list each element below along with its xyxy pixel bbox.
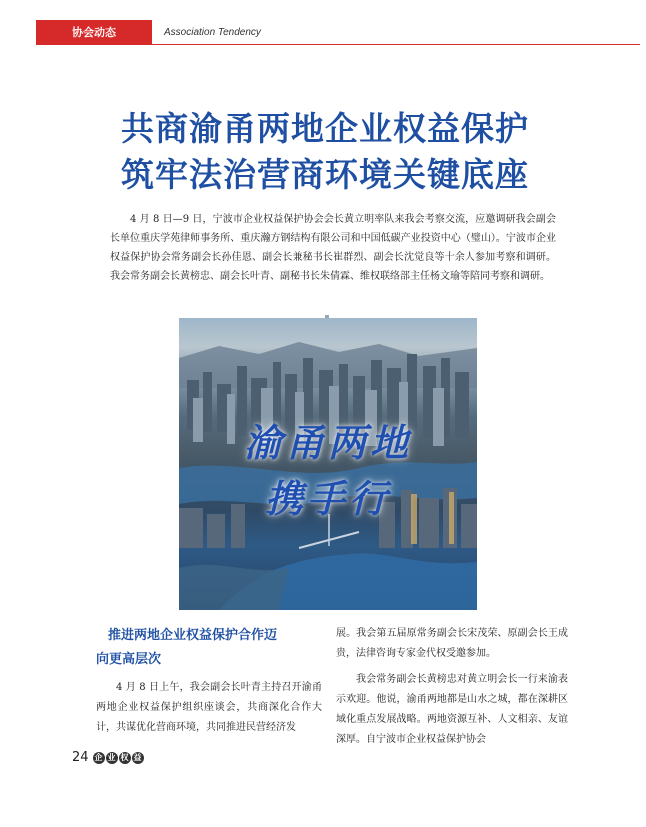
article-title-line-1: 共商渝甬两地企业权益保护 <box>121 109 529 148</box>
right-paragraph-2: 我会常务副会长黄榜忠对黄立明会长一行来渝表示欢迎。他说，渝甬两地都是山水之城，都在深耕区域化重点发展战略。两地资源互补、人文相亲、友谊深厚。自宁波市企业权益保护协会 <box>336 674 568 745</box>
right-column <box>336 624 568 750</box>
left-column <box>96 624 322 738</box>
article-title <box>60 106 590 198</box>
section-heading-line-1: 推进两地企业权益保护合作迈 <box>108 628 278 643</box>
page-number: 24 <box>72 750 89 765</box>
right-paragraph-1: 展。我会第五届原常务副会长宋茂荣、原副会长王成贵，法律咨询专家金代权受邀参加。 <box>336 628 568 659</box>
footer-brand-char: 企 <box>94 753 103 762</box>
section-tag-english: Association Tendency <box>164 26 261 38</box>
article-title-line-2: 筑牢法治营商环境关键底座 <box>121 155 529 194</box>
page-footer <box>72 750 144 765</box>
section-heading <box>96 624 322 672</box>
footer-brand-char: 权 <box>120 753 129 762</box>
city-skyline-photo <box>179 318 477 610</box>
photo-overlay-line-1: 渝甬两地 <box>243 421 412 465</box>
footer-brand-char: 益 <box>133 753 142 762</box>
section-header <box>36 20 640 45</box>
section-heading-line-2: 向更高层次 <box>96 652 162 667</box>
photo-overlay-line-2: 携手行 <box>264 477 391 521</box>
footer-brand-char: 业 <box>107 753 116 762</box>
article-intro: 4 月 8 日—9 日，宁波市企业权益保护协会会长黄立明率队来我会考察交流，应邀调研我会副会长单位重庆学苑律师事务所、重庆瀚方钢结构有限公司和中国低碳产业投资中心（璧山）。宁波市企业权益保护协会常务副会长孙佳恩、副会长兼秘书长崔群烈、副会长沈觉良等十余人参加考察和调研。我会常务副会长黄榜忠、副会长叶青、副秘书长朱倩霖、维权联络部主任杨文瑜等陪同考察和调研。 <box>110 214 556 282</box>
section-paragraph: 4 月 8 日上午，我会副会长叶青主持召开渝甬两地企业权益保护组织座谈会，共商深化合作大计，共谋优化营商环境，共同推进民营经济发 <box>96 682 322 733</box>
footer-brand <box>93 752 144 764</box>
section-tag: 协会动态 <box>36 20 152 44</box>
